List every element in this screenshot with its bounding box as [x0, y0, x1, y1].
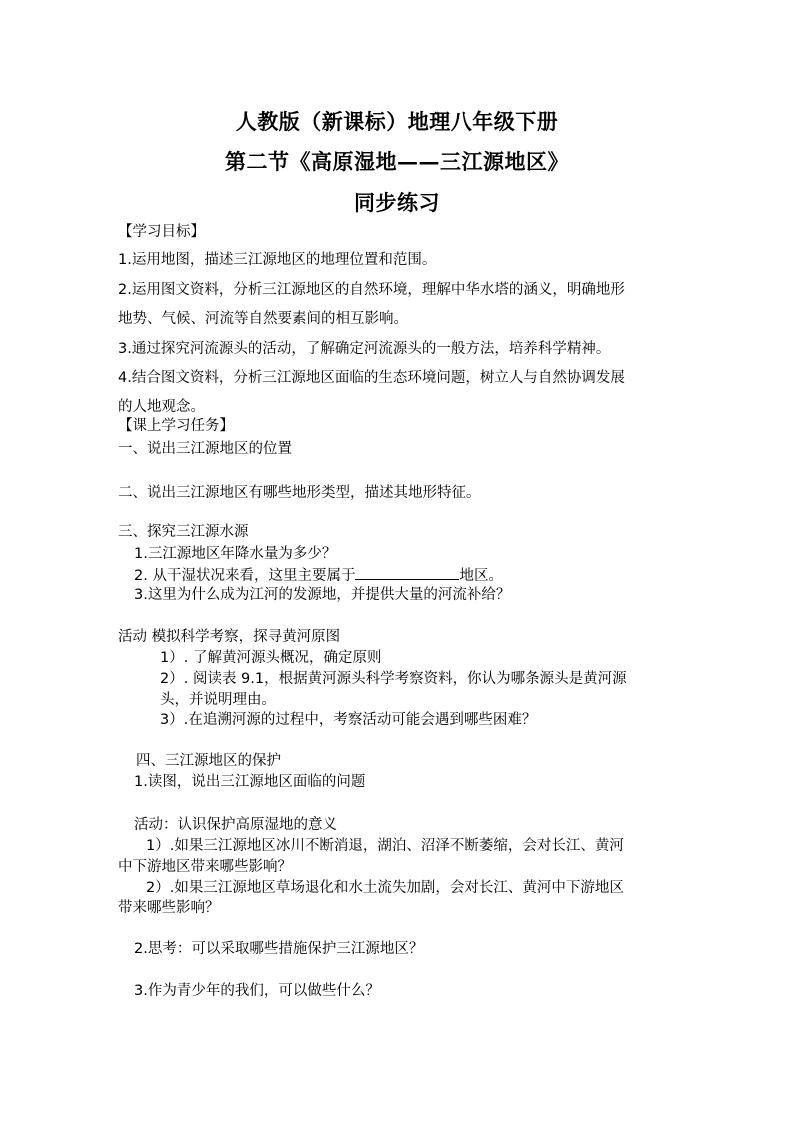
- activity-1-title: 活动 模拟科学考察，探寻黄河原图: [118, 629, 341, 645]
- objectives-header: 【学习目标】: [118, 224, 205, 240]
- activity-2-title: 活动：认识保护高原湿地的意义: [134, 817, 337, 833]
- section-3-q1: 1.三江源地区年降水量为多少？: [134, 546, 337, 562]
- objective-3: 3.通过探究河流源头的活动，了解确定河流源头的一般方法，培养科学精神。: [118, 341, 611, 357]
- tasks-header: 【课上学习任务】: [118, 418, 234, 434]
- section-3: 三、探究三江源水源: [118, 524, 249, 540]
- objective-2-line1: 2.运用图文资料，分析三江源地区的自然环境，理解中华水塔的涵义，明确地形: [118, 282, 625, 298]
- section-4-q2: 2.思考：可以采取哪些措施保护三江源地区？: [134, 941, 424, 957]
- title-practice: 同步练习: [354, 190, 440, 215]
- title-section: 第二节《高原湿地——三江源地区》: [225, 149, 569, 174]
- objective-4-line1: 4.结合图文资料，分析三江源地区面临的生态环境问题，树立人与自然协调发展: [118, 370, 625, 386]
- objective-2-line2: 地势、气候、河流等自然要素间的相互影响。: [118, 311, 408, 327]
- section-3-q2-suffix: 地区。: [459, 568, 503, 584]
- section-2: 二、说出三江源地区有哪些地形类型，描述其地形特征。: [118, 485, 481, 501]
- activity-2-item-2-line2: 带来哪些影响？: [118, 900, 220, 916]
- section-4-q3: 3.作为青少年的我们，可以做些什么？: [134, 983, 380, 999]
- section-4: 四、三江源地区的保护: [136, 753, 281, 769]
- activity-1-item-1: 1）. 了解黄河源头概况，确定原则: [160, 650, 382, 666]
- section-4-q1: 1.读图，说出三江源地区面临的问题: [134, 774, 366, 790]
- activity-2-item-2-line1: 2）.如果三江源地区草场退化和水土流失加剧，会对长江、黄河中下游地区: [146, 880, 624, 896]
- activity-1-item-2-line1: 2）. 阅读表 9.1，根据黄河源头科学考察资料，你认为哪条源头是黄河源: [160, 671, 627, 687]
- section-3-q2-text: 2. 从干湿状况来看，这里主要属于: [134, 568, 356, 584]
- activity-1-item-3: 3）.在追溯河源的过程中，考察活动可能会遇到哪些困难？: [160, 712, 537, 728]
- objective-4-line2: 的人地观念。: [118, 399, 205, 415]
- section-3-q2: [134, 564, 503, 586]
- activity-2-item-1-line1: 1）.如果三江源地区冰川不断消退，湖泊、沼泽不断萎缩，会对长江、黄河: [146, 838, 624, 854]
- section-1: 一、说出三江源地区的位置: [118, 441, 292, 457]
- activity-1-item-2-line2: 头，并说明理由。: [160, 692, 276, 708]
- answer-blank[interactable]: [355, 564, 459, 580]
- activity-2-item-1-line2: 中下游地区带来哪些影响？: [118, 859, 292, 875]
- title-textbook: 人教版（新课标）地理八年级下册: [235, 109, 559, 134]
- objective-1: 1.运用地图，描述三江源地区的地理位置和范围。: [118, 252, 437, 268]
- section-3-q3: 3.这里为什么成为江河的发源地，并提供大量的河流补给？: [134, 587, 511, 603]
